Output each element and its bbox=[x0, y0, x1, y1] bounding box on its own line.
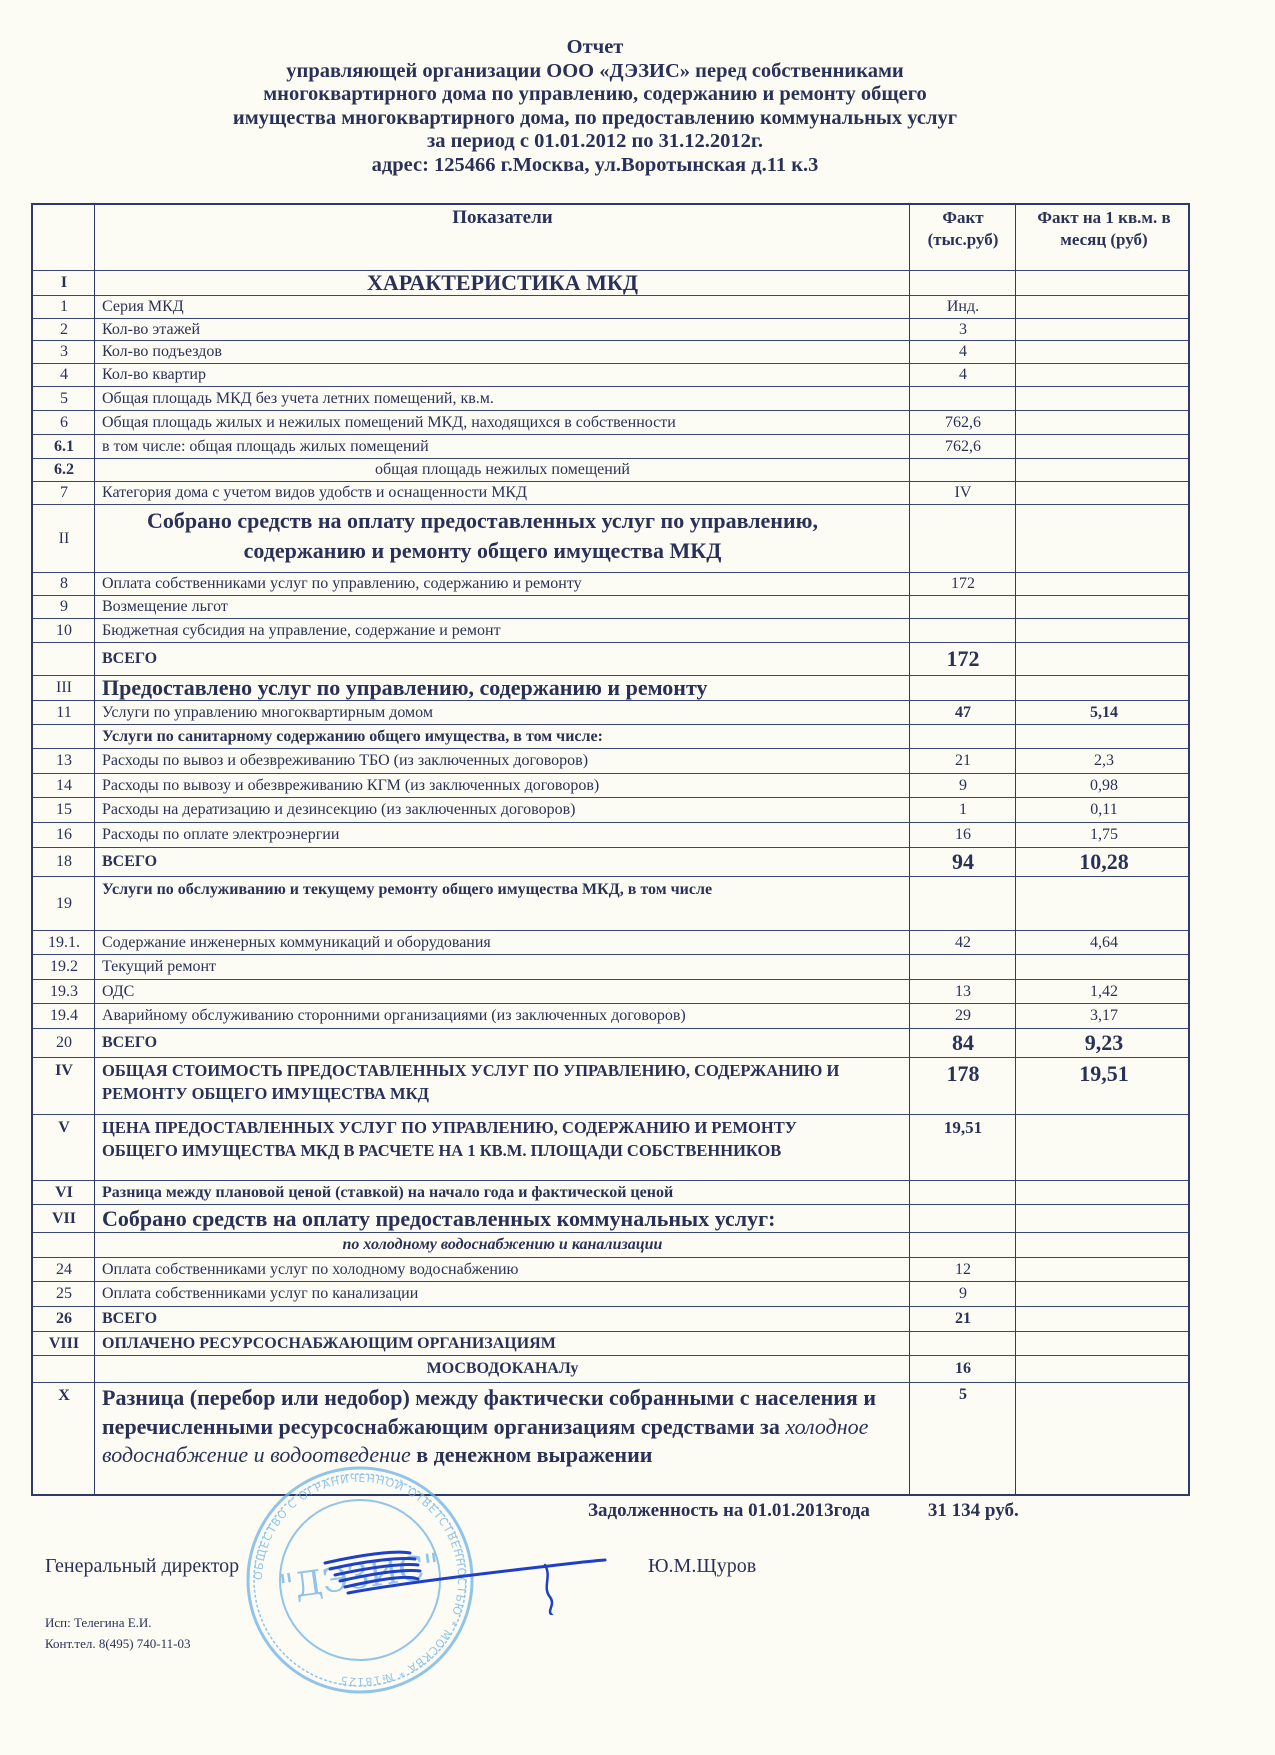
per-sqm-value bbox=[1016, 364, 1192, 386]
row-label: Оплата собственниками услуг по управлению, содержанию и ремонту bbox=[102, 575, 582, 592]
row-label: Бюджетная субсидия на управление, содержание и ремонт bbox=[102, 621, 501, 639]
fact-value: 172 bbox=[946, 646, 980, 671]
row-number: 25 bbox=[56, 1285, 72, 1302]
row-label: ВСЕГО bbox=[102, 650, 158, 667]
title-line: за период с 01.01.2012 по 31.12.2012г. bbox=[426, 130, 764, 152]
row-number: 19 bbox=[56, 894, 72, 912]
row-label: Расходы по вывозу и обезвреживанию КГМ (из заключенных договоров) bbox=[102, 776, 600, 794]
row-label: в том числе: общая площадь жилых помещений bbox=[102, 437, 429, 455]
header-num-cell bbox=[33, 205, 95, 270]
row-number bbox=[33, 1233, 95, 1257]
fact-value: 762,6 bbox=[945, 437, 981, 455]
per-sqm-value bbox=[1016, 341, 1192, 363]
title-line: имущества многоквартирного дома, по предоставлению коммунальных услуг bbox=[232, 106, 958, 129]
fact-value: 21 bbox=[955, 1310, 971, 1327]
row-number: 4 bbox=[60, 366, 68, 383]
header-fact-text: Факт (тыс.руб) bbox=[927, 208, 999, 249]
per-sqm-value bbox=[1016, 459, 1192, 481]
row-label: Кол-во квартир bbox=[102, 366, 206, 383]
svg-text:ОБЩЕСТВО С ОГРАНИЧЕННОЙ ОТВЕТС: ОБЩЕСТВО С ОГРАНИЧЕННОЙ ОТВЕТСТВЕННОСТЬЮ * МОСКВА * №18125 bbox=[251, 1471, 469, 1689]
row-label: Оплата собственниками услуг по канализации bbox=[102, 1285, 419, 1302]
row-number: 19.2 bbox=[50, 958, 78, 975]
row-number bbox=[33, 643, 95, 675]
column-divider bbox=[909, 205, 910, 1494]
svg-text:"ДЭЗИС": "ДЭЗИС" bbox=[276, 1545, 443, 1609]
row-label: Возмещение льгот bbox=[102, 598, 228, 615]
per-sqm-value: 9,23 bbox=[1084, 1030, 1124, 1055]
per-sqm-value bbox=[1016, 296, 1192, 318]
title-line: управляющей организации ООО «ДЭЗИС» перед собственниками bbox=[286, 59, 904, 82]
per-sqm-value: 5,14 bbox=[1090, 703, 1118, 721]
per-sqm-value bbox=[1016, 676, 1192, 700]
row-label: Услуги по обслуживанию и текущему ремонту общего имущества МКД, в том числе bbox=[102, 881, 713, 898]
row-label: общая площадь нежилых помещений bbox=[375, 461, 630, 478]
row-number: 3 bbox=[60, 343, 68, 360]
row-label: ВСЕГО bbox=[102, 1310, 158, 1327]
row-number: X bbox=[58, 1387, 70, 1404]
row-number: 13 bbox=[56, 752, 72, 769]
fact-value: 19,51 bbox=[943, 1118, 983, 1137]
fact-value: 178 bbox=[946, 1061, 980, 1086]
per-sqm-value bbox=[1016, 1383, 1192, 1498]
fact-value bbox=[910, 877, 1016, 930]
per-sqm-value bbox=[1016, 482, 1192, 504]
row-label: Кол-во подъездов bbox=[102, 343, 222, 360]
title-line: многоквартирного дома по управлению, содержанию и ремонту общего bbox=[263, 83, 927, 105]
row-label: Разница между плановой ценой (ставкой) на начало года и фактической ценой bbox=[102, 1183, 674, 1201]
fact-value: IV bbox=[954, 484, 972, 501]
row-number: V bbox=[58, 1119, 70, 1136]
fact-value bbox=[910, 1233, 1016, 1257]
row-number: II bbox=[58, 529, 70, 547]
per-sqm-value bbox=[1016, 596, 1192, 618]
row-label: ЦЕНА ПРЕДОСТАВЛЕННЫХ УСЛУГ ПО УПРАВЛЕНИЮ, СОДЕРЖАНИЮ И РЕМОНТУ ОБЩЕГО ИМУЩЕСТВА МКД В РАСЧЕТЕ НА 1 КВ.М. ПЛОЩАДИ СОБСТВЕННИКОВ bbox=[102, 1118, 797, 1160]
fact-value bbox=[910, 387, 1016, 410]
per-sqm-value bbox=[1016, 1307, 1192, 1331]
row-number: 8 bbox=[60, 575, 68, 592]
fact-value: 5 bbox=[959, 1386, 967, 1403]
row-number: VIII bbox=[48, 1334, 80, 1352]
fact-value: 9 bbox=[959, 1285, 967, 1302]
column-divider bbox=[94, 205, 95, 1494]
fact-value bbox=[910, 271, 1016, 295]
header-indicators: Показатели bbox=[452, 207, 553, 228]
fact-value: 47 bbox=[955, 703, 971, 721]
row-number: 15 bbox=[56, 801, 72, 818]
row-number bbox=[33, 725, 95, 748]
fact-value: 3 bbox=[959, 320, 967, 338]
fact-value: 1 bbox=[959, 801, 967, 818]
fact-value bbox=[910, 505, 1016, 572]
per-sqm-value bbox=[1016, 387, 1192, 410]
row-number: 26 bbox=[56, 1310, 72, 1327]
row-label: ВСЕГО bbox=[102, 1034, 158, 1051]
per-sqm-value bbox=[1016, 1233, 1192, 1257]
row-label: Серия МКД bbox=[102, 298, 184, 315]
row-number: 2 bbox=[60, 320, 68, 338]
row-number: 6.2 bbox=[54, 461, 74, 478]
row-label: ОПЛАЧЕНО РЕСУРСОСНАБЖАЮЩИМ ОРГАНИЗАЦИЯМ bbox=[102, 1334, 556, 1352]
row-number bbox=[33, 1356, 95, 1382]
row-number: IV bbox=[55, 1062, 73, 1079]
title-line: адрес: 125466 г.Москва, ул.Воротынская д.11 к.3 bbox=[371, 153, 819, 176]
executor-phone: Конт.тел. 8(495) 740-11-03 bbox=[45, 1636, 191, 1651]
row-number: 11 bbox=[56, 703, 72, 721]
row-label bbox=[95, 1383, 910, 1498]
row-label: Аварийному обслуживанию сторонними организациями (из заключенных договоров) bbox=[102, 1007, 686, 1024]
per-sqm-value: 10,28 bbox=[1079, 849, 1129, 874]
fact-value bbox=[910, 1332, 1016, 1355]
title-line: Отчет bbox=[566, 36, 624, 58]
executor-name: Исп: Телегина Е.И. bbox=[45, 1615, 152, 1630]
row-label: Оплата собственниками услуг по холодному водоснабжению bbox=[102, 1260, 519, 1278]
row-label: Собрано средств на оплату предоставленных коммунальных услуг: bbox=[102, 1205, 776, 1231]
per-sqm-value bbox=[1016, 619, 1192, 642]
per-sqm-value bbox=[1016, 955, 1192, 979]
per-sqm-value bbox=[1016, 1205, 1192, 1232]
header-per-sqm bbox=[1016, 205, 1192, 270]
per-sqm-value bbox=[1016, 1115, 1192, 1180]
row-label: ОДС bbox=[102, 982, 135, 1000]
fact-value bbox=[910, 619, 1016, 642]
header-per-sqm-text: Факт на 1 кв.м. в месяц (руб) bbox=[1037, 208, 1171, 249]
row-label: Расходы по оплате электроэнергии bbox=[102, 826, 340, 843]
debt-line bbox=[588, 1500, 1019, 1522]
row-label: Собрано средств на оплату предоставленных услуг по управлению, содержанию и ремонту общего имущества МКД bbox=[147, 508, 818, 563]
row-label: Расходы на дератизацию и дезинсекцию (из заключенных договоров) bbox=[102, 801, 576, 818]
fact-value: 29 bbox=[955, 1007, 971, 1024]
fact-value: 16 bbox=[955, 1360, 971, 1377]
fact-value bbox=[910, 1205, 1016, 1232]
row-number: 20 bbox=[56, 1034, 72, 1051]
row-label: Предоставлено услуг по управлению, содержанию и ремонту bbox=[102, 675, 708, 700]
row-number: VII bbox=[51, 1209, 76, 1227]
row-label-part: Разница (перебор или недобор) между фактически собранными с населения и перечисленными ресурсоснабжающим организациям средствами за bbox=[102, 1385, 876, 1439]
per-sqm-value bbox=[1016, 643, 1192, 675]
per-sqm-value: 1,75 bbox=[1090, 826, 1118, 843]
header-fact bbox=[910, 205, 1016, 270]
row-number: 1 bbox=[60, 298, 68, 315]
row-label: ОБЩАЯ СТОИМОСТЬ ПРЕДОСТАВЛЕННЫХ УСЛУГ ПО УПРАВЛЕНИЮ, СОДЕРЖАНИЮ И РЕМОНТУ ОБЩЕГО ИМУЩЕСТВА МКД bbox=[102, 1061, 840, 1103]
fact-value: 13 bbox=[955, 982, 971, 1000]
row-label: Услуги по управлению многоквартирным домом bbox=[102, 703, 433, 721]
fact-value: 12 bbox=[955, 1260, 971, 1278]
row-number: VI bbox=[55, 1183, 73, 1201]
per-sqm-value bbox=[1016, 435, 1192, 458]
fact-value bbox=[910, 596, 1016, 618]
row-label-part: в денежном выражении bbox=[410, 1442, 653, 1467]
fact-value: 94 bbox=[952, 849, 974, 874]
fact-value: 42 bbox=[955, 933, 971, 951]
row-number: 7 bbox=[60, 484, 68, 501]
fact-value: Инд. bbox=[946, 298, 980, 315]
row-number: 18 bbox=[56, 853, 72, 870]
per-sqm-value: 4,64 bbox=[1090, 933, 1118, 951]
row-label: Услуги по санитарному содержанию общего имущества, в том числе: bbox=[102, 727, 603, 745]
per-sqm-value bbox=[1016, 1181, 1192, 1204]
fact-value: 84 bbox=[952, 1030, 974, 1055]
per-sqm-value: 3,17 bbox=[1090, 1007, 1118, 1024]
per-sqm-value: 0,11 bbox=[1090, 801, 1118, 818]
per-sqm-value bbox=[1016, 411, 1192, 434]
per-sqm-value: 2,3 bbox=[1094, 752, 1114, 769]
fact-value bbox=[910, 725, 1016, 748]
per-sqm-value bbox=[1016, 1356, 1192, 1382]
row-label: ВСЕГО bbox=[102, 853, 158, 870]
row-number: III bbox=[56, 679, 72, 696]
director-signature bbox=[290, 1535, 650, 1615]
row-label: ХАРАКТЕРИСТИКА МКД bbox=[366, 270, 638, 295]
row-number: 19.1. bbox=[48, 933, 80, 951]
row-label: Содержание инженерных коммуникаций и оборудования bbox=[102, 933, 491, 951]
signatory-name: Ю.М.Щуров bbox=[648, 1555, 757, 1577]
fact-value bbox=[910, 459, 1016, 481]
per-sqm-value: 1,42 bbox=[1090, 982, 1118, 1000]
row-number: 14 bbox=[56, 776, 72, 794]
row-number: 19.3 bbox=[50, 982, 78, 1000]
per-sqm-value bbox=[1016, 1282, 1192, 1306]
row-number: 5 bbox=[60, 389, 68, 407]
column-divider bbox=[1015, 205, 1016, 1494]
per-sqm-value bbox=[1016, 573, 1192, 595]
per-sqm-value bbox=[1016, 877, 1192, 930]
row-number: 16 bbox=[56, 826, 72, 843]
row-label: Кол-во этажей bbox=[102, 320, 201, 338]
executor-info bbox=[45, 1612, 190, 1654]
report-title bbox=[130, 36, 1060, 177]
row-number: 19.4 bbox=[50, 1007, 78, 1024]
row-number: 10 bbox=[56, 621, 72, 639]
fact-value: 21 bbox=[955, 752, 971, 769]
row-label: Общая площадь жилых и нежилых помещений МКД, находящихся в собственности bbox=[102, 413, 676, 431]
fact-value: 4 bbox=[959, 343, 967, 360]
row-label: Общая площадь МКД без учета летних помещений, кв.м. bbox=[102, 389, 494, 407]
fact-value bbox=[910, 1181, 1016, 1204]
signatory-role: Генеральный директор bbox=[45, 1555, 240, 1577]
fact-value: 16 bbox=[955, 826, 971, 843]
row-number: 6 bbox=[60, 413, 68, 431]
per-sqm-value bbox=[1016, 1258, 1192, 1281]
row-label: МОСВОДОКАНАЛу bbox=[426, 1360, 579, 1377]
row-label: Категория дома с учетом видов удобств и оснащенности МКД bbox=[102, 484, 528, 501]
row-number: 9 bbox=[60, 598, 68, 615]
per-sqm-value: 19,51 bbox=[1079, 1061, 1129, 1086]
per-sqm-value bbox=[1016, 505, 1192, 572]
per-sqm-value bbox=[1016, 725, 1192, 748]
per-sqm-value bbox=[1016, 1332, 1192, 1355]
row-label-part: холодное водоснабжение и водоотведение bbox=[102, 1413, 869, 1467]
per-sqm-value bbox=[1016, 271, 1192, 295]
fact-value bbox=[910, 955, 1016, 979]
fact-value bbox=[910, 676, 1016, 700]
fact-value: 4 bbox=[959, 366, 967, 383]
debt-amount: 31 134 руб. bbox=[927, 1500, 1019, 1521]
fact-value: 172 bbox=[951, 575, 975, 592]
row-label: по холодному водоснабжению и канализации bbox=[342, 1236, 663, 1253]
per-sqm-value: 0,98 bbox=[1090, 776, 1118, 794]
report-table bbox=[31, 203, 1190, 1496]
row-number: I bbox=[60, 274, 68, 291]
row-number: 6.1 bbox=[54, 437, 74, 455]
row-label: Текущий ремонт bbox=[102, 958, 217, 975]
fact-value: 9 bbox=[959, 776, 967, 794]
per-sqm-value bbox=[1016, 319, 1192, 340]
row-label: Расходы по вывоз и обезвреживанию ТБО (из заключенных договоров) bbox=[102, 752, 589, 769]
debt-label: Задолженность на 01.01.2013года bbox=[588, 1500, 870, 1521]
fact-value: 762,6 bbox=[945, 413, 981, 431]
row-number: 24 bbox=[56, 1260, 72, 1278]
